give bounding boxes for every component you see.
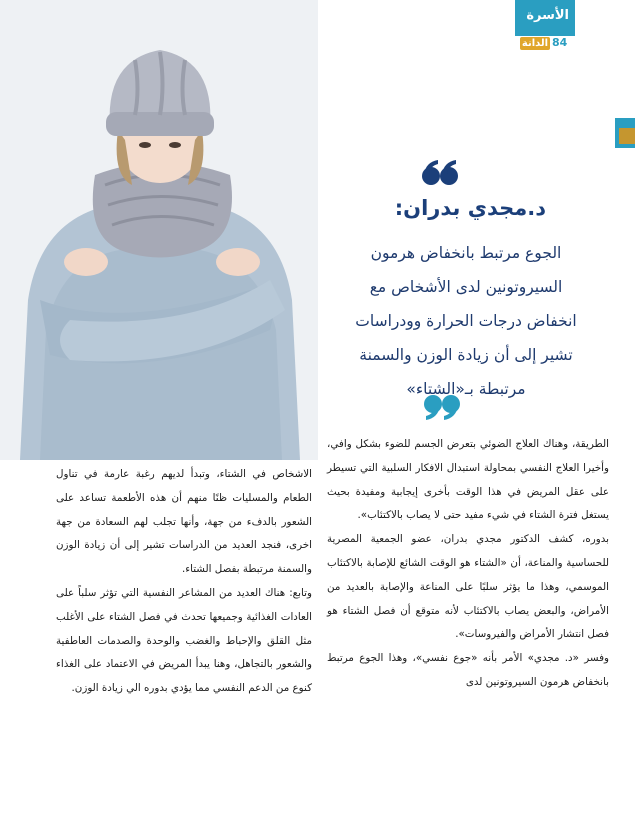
article-paragraph: الطريقة، وهناك العلاج الضوئي بتعرض الجسم للضوء بشكل وافي، وأخيرا العلاج النفسي بمحاولة استبدال الافكار السلبية التي تسيطر على عقل المريض في هذا الوقت بأخرى إيجابية ومفيدة بحيث يستغل فترة الشتاء في شيء مفيد حتى لا يصاب بالاكتئاب». — [327, 438, 609, 522]
article-column-right — [327, 433, 609, 695]
pull-quote-line: مرتبطة بـ«الشتاء» — [406, 380, 526, 398]
pull-quote-line: الجوع مرتبط بانخفاض هرمون — [370, 244, 562, 262]
pull-quote-line: السيروتونين لدى الأشخاص مع — [369, 278, 563, 296]
pull-quote-line: تشير إلى أن زيادة الوزن والسمنة — [359, 346, 573, 364]
article-paragraph: وتابع: هناك العديد من المشاعر النفسية التي تؤثر سلباً على العادات الغذائية وجميعها تحدث في فصل الشتاء على الأغلب مثل القلق والإحباط والغضب والوحدة والصدمات العاطفية والشعور بالتجاهل، وهنا يبدأ المريض في الاعتماد على الغذاء كنوع من الدعم النفسي مما يؤدي بدوره الي زيادة الوزن. — [56, 586, 312, 695]
pull-quote-line: انخفاض درجات الحرارة وودراسات — [355, 312, 577, 330]
woman-in-winter-hat-and-scarf-photo — [0, 0, 318, 460]
article-photo — [0, 0, 318, 460]
article-paragraph: بدوره، كشف الدكتور مجدي بدران، عضو الجمعية المصرية للحساسية والمناعة، أن «الشتاء هو الوقت الشائع للإصابة بالاكتئاب الموسمي، وهذا ما يؤثر سلبًا على المناعة والإصابة بالعديد من الأمراض، والبعض يصاب بالاكتئاب لأنه متوقع أن فصل الشتاء هو فصل انتشار الأمراض والفيروسات». — [327, 533, 609, 641]
page-edge-tab — [615, 118, 635, 148]
pull-quote-speaker: د.مجدي بدران: — [394, 196, 546, 220]
page-number: 84 — [552, 36, 568, 49]
article-column-left — [56, 463, 312, 701]
quote-open-icon — [420, 158, 460, 188]
article-paragraph: الاشخاص في الشتاء، وتبدأ لديهم رغبة عارمة في تناول الطعام والمسليات ظنًا منهم أن هذه الأطعمة تساعد على الشعور بالدفء من جهة، وأنها تجلب لهم السعادة من جهة اخرى، فنجد العديد من الدراسات تشير إلى أن زيادة الوزن والسمنة مرتبطة بفصل الشتاء. — [56, 468, 312, 576]
magazine-logo: الدانة — [521, 38, 549, 49]
pull-quote — [318, 236, 614, 406]
article-paragraph: وفسر «د. مجدي» الأمر بأنه «جوع نفسي»، وهذا الجوع مرتبط بانخفاض هرمون السيروتونين لدى — [327, 652, 609, 688]
section-title: الأسرة — [526, 8, 569, 23]
